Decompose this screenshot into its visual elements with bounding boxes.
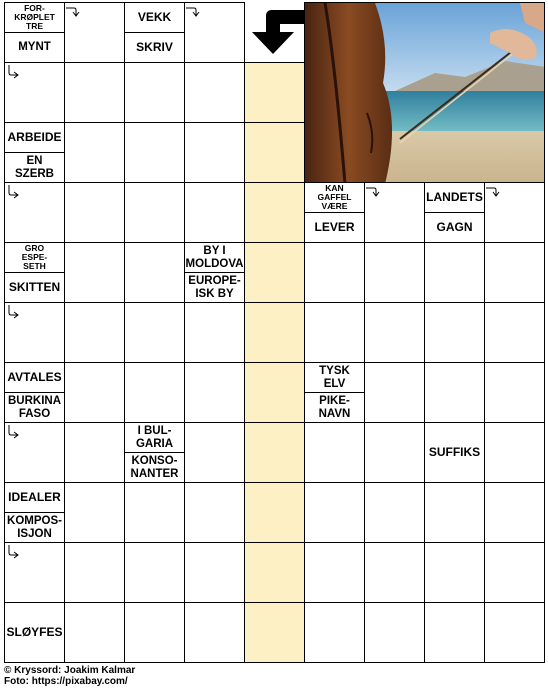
answer-cell[interactable] [124,302,185,363]
answer-cell[interactable] [124,542,185,603]
answer-cell[interactable] [124,362,185,423]
answer-cell[interactable] [484,362,545,423]
answer-cell[interactable] [244,62,305,123]
crossword-grid [4,2,544,662]
answer-cell[interactable] [184,602,245,663]
arrow-down-right-icon [6,184,22,200]
clue-text: KONSO- NANTER [130,455,179,480]
clue-text: KOMPOS- ISJON [7,515,62,540]
answer-cell[interactable] [124,182,185,243]
clue-text: MYNT [18,41,51,54]
answer-cell[interactable] [244,422,305,483]
answer-cell[interactable] [304,602,365,663]
arrow-right-down-icon [185,4,201,20]
clue-text: LEVER [314,220,355,235]
answer-cell[interactable] [424,602,485,663]
answer-cell[interactable] [304,302,365,363]
answer-cell[interactable] [184,422,245,483]
answer-cell[interactable] [64,62,125,123]
clue-i-bulgaria [124,422,185,453]
answer-cell[interactable] [124,122,185,183]
clue-text: BY I MOLDOVA [185,245,244,270]
arrow-down-right-icon [6,544,22,560]
clue-europeisk-by [184,272,245,303]
arrow-down-right-icon [6,64,22,80]
answer-cell[interactable] [64,182,125,243]
clue-sloyfes [4,602,65,663]
clue-skitten [4,272,65,303]
answer-cell[interactable] [124,242,185,303]
clue-text: I BUL- GARIA [135,425,174,450]
clue-by-i-moldova [184,242,245,273]
answer-cell[interactable] [64,482,125,543]
clue-kan-gaffel-vaere [304,182,365,213]
answer-cell[interactable] [64,602,125,663]
answer-cell[interactable] [184,62,245,123]
clue-text: LANDETS [426,190,483,205]
answer-cell[interactable] [364,602,425,663]
answer-cell[interactable] [424,362,485,423]
answer-cell[interactable] [244,542,305,603]
clue-text: VEKK [137,10,172,25]
clue-text: SUFFIKS [428,445,481,460]
answer-cell[interactable] [364,542,425,603]
clue-konsonanter [124,452,185,483]
answer-cell[interactable] [424,482,485,543]
clue-gagn [424,212,485,243]
answer-cell[interactable] [64,242,125,303]
clue-text: BURKINA FASO [7,395,62,420]
clue-arbeide [4,122,65,153]
clue-text: GRO ESPE- SETH [21,242,48,272]
cello-photo [304,2,545,183]
clue-text: EN SZERB [15,155,54,180]
answer-cell[interactable] [484,542,545,603]
answer-cell[interactable] [484,482,545,543]
clue-suffiks [424,422,485,483]
answer-cell[interactable] [64,302,125,363]
answer-cell[interactable] [124,482,185,543]
arrow-down-right-icon [6,304,22,320]
answer-cell[interactable] [64,542,125,603]
clue-text: PIKE- NAVN [318,395,351,420]
clue-text: EUROPE- ISK BY [188,275,241,300]
clue-text: SLØYFES [6,625,63,640]
copyright-text: © Kryssord: Joakim Kalmar [4,665,136,676]
clue-idealer [4,482,65,513]
clue-text: SKRIV [136,40,173,55]
answer-cell[interactable] [484,602,545,663]
answer-cell[interactable] [304,542,365,603]
answer-cell[interactable] [424,242,485,303]
answer-cell[interactable] [124,62,185,123]
answer-cell[interactable] [364,362,425,423]
answer-cell[interactable] [184,362,245,423]
clue-skriv [124,32,185,63]
clue-gro-espeseth [4,242,65,273]
photo-credit-text: Foto: https://pixabay.com/ [4,676,128,687]
footer [4,665,135,687]
answer-cell[interactable] [124,602,185,663]
answer-cell[interactable] [244,242,305,303]
clue-text: IDEALER [8,490,61,505]
clue-text: SKITTEN [8,280,61,295]
answer-cell[interactable] [184,542,245,603]
answer-cell[interactable] [184,302,245,363]
clue-text: FOR- KRØPLET TRE [14,2,55,32]
clue-text: TYSK ELV [319,365,350,390]
answer-cell[interactable] [64,422,125,483]
clue-tysk-elv [304,362,365,393]
answer-cell[interactable] [184,122,245,183]
arrow-down-right-icon [6,424,22,440]
clue-lever [304,212,365,243]
answer-cell[interactable] [244,122,305,183]
answer-cell[interactable] [244,302,305,363]
black-down-arrow-icon [244,2,305,68]
answer-cell[interactable] [424,542,485,603]
answer-cell[interactable] [484,422,545,483]
answer-cell[interactable] [304,242,365,303]
answer-cell[interactable] [244,602,305,663]
answer-cell[interactable] [244,182,305,243]
clue-mynt [4,32,65,63]
clue-burkina-faso [4,392,65,423]
clue-avtales [4,362,65,393]
clue-vekk [124,2,185,33]
answer-cell[interactable] [64,122,125,183]
answer-cell[interactable] [424,302,485,363]
answer-cell[interactable] [364,482,425,543]
answer-cell[interactable] [304,422,365,483]
clue-text: GAGN [436,220,473,235]
clue-text: KAN GAFFEL VÆRE [317,182,352,212]
clue-en-szerb [4,152,65,183]
answer-cell[interactable] [484,302,545,363]
answer-cell[interactable] [364,422,425,483]
answer-cell[interactable] [184,182,245,243]
answer-cell[interactable] [184,482,245,543]
clue-text: ARBEIDE [7,130,62,145]
clue-forkroplet-tre [4,2,65,33]
clue-komposisjon [4,512,65,543]
clue-text: AVTALES [7,370,62,385]
clue-landets [424,182,485,213]
answer-cell[interactable] [244,482,305,543]
arrow-right-down-icon [485,184,501,200]
clue-pikenavn [304,392,365,423]
answer-cell[interactable] [304,482,365,543]
arrow-right-down-icon [365,184,381,200]
answer-cell[interactable] [364,242,425,303]
answer-cell[interactable] [364,302,425,363]
answer-cell[interactable] [64,362,125,423]
arrow-right-down-icon [65,4,81,20]
answer-cell[interactable] [484,242,545,303]
answer-cell[interactable] [244,362,305,423]
